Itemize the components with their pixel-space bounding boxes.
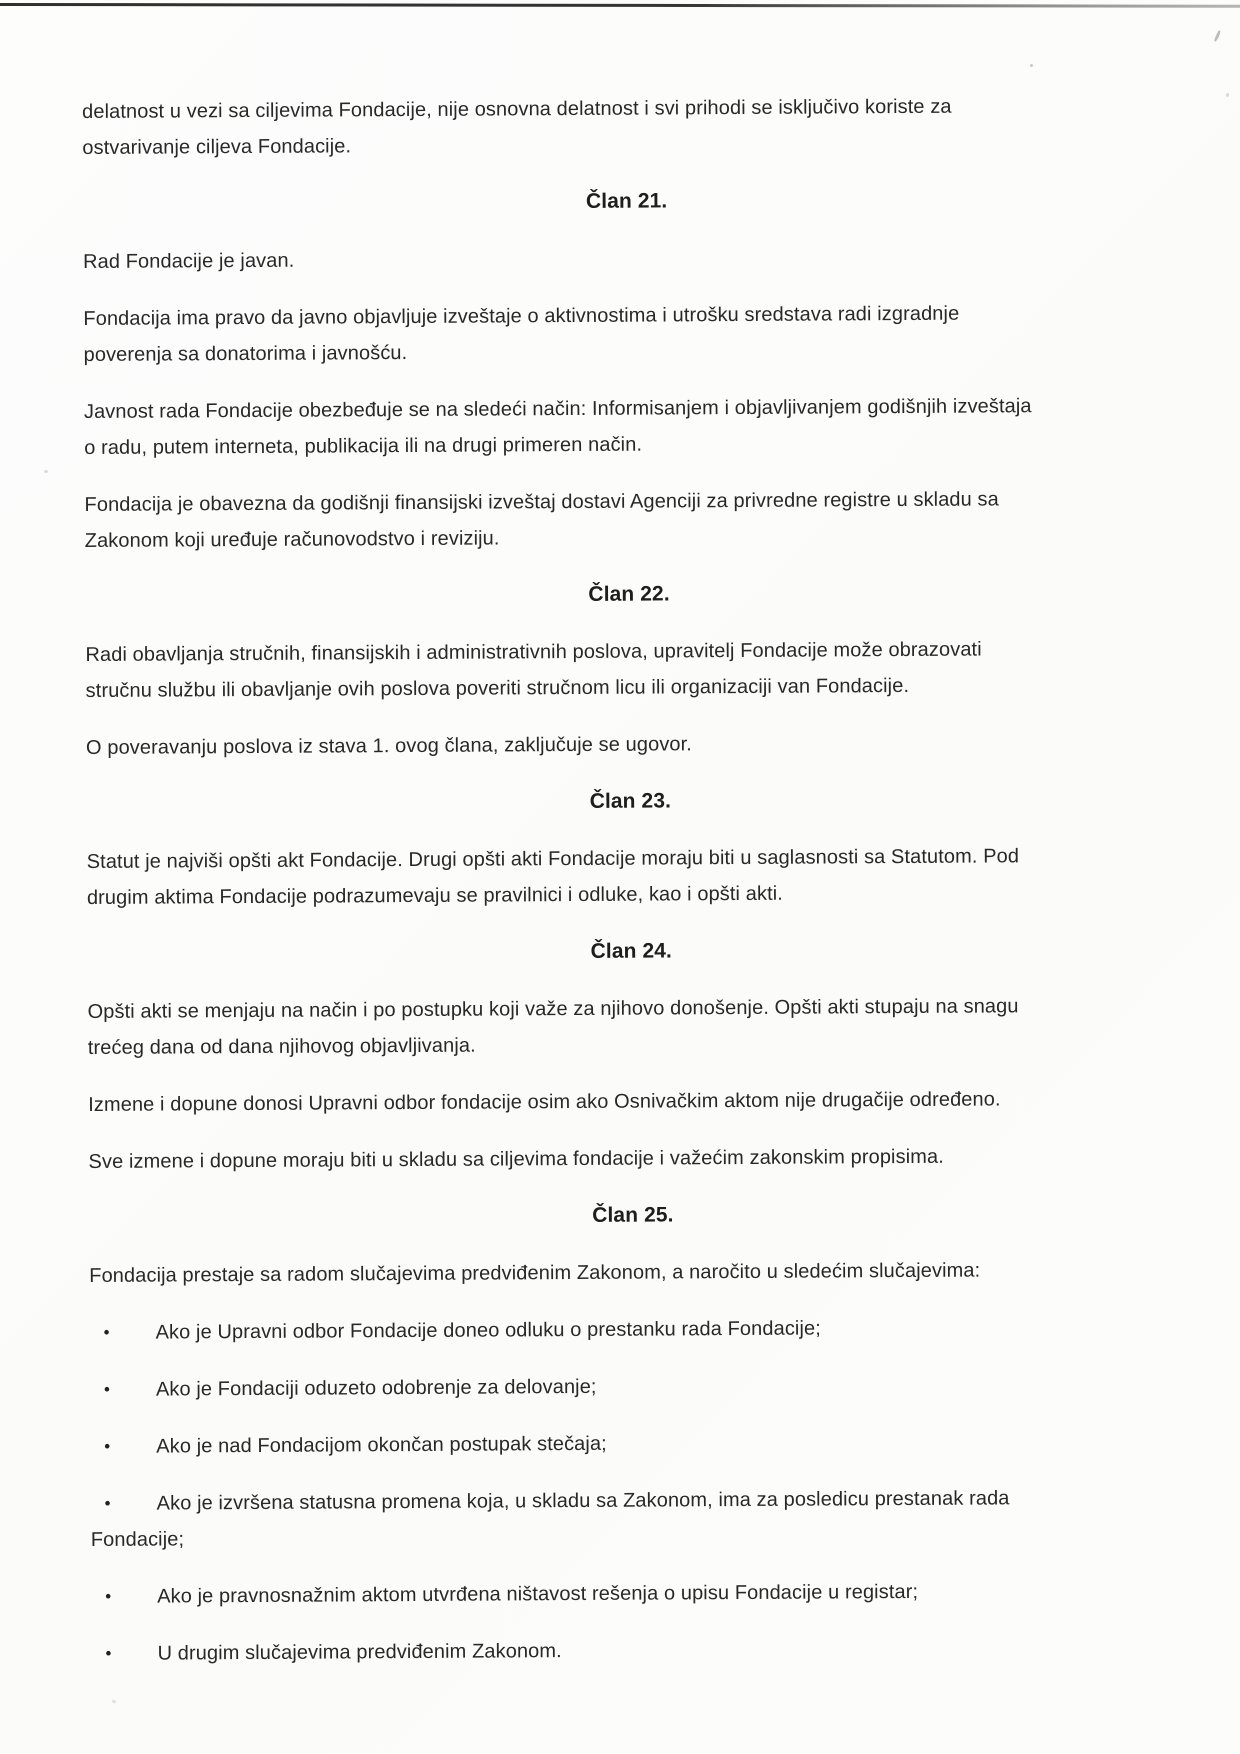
bullet-item bbox=[89, 1308, 1177, 1351]
scan-speck bbox=[1214, 30, 1222, 42]
bullet-text: Ako je nad Fondacijom okončan postupak stečaja; bbox=[156, 1432, 607, 1458]
article-21-heading: Član 21. bbox=[585, 189, 668, 213]
bullet-text: Ako je Upravni odbor Fondacije doneo odluku o prestanku rada Fondacije; bbox=[155, 1317, 821, 1344]
bullet-text: Ako je Fondaciji oduzeto odobrenje za delovanje; bbox=[155, 1375, 597, 1401]
paragraph: Izmene i dopune donosi Upravni odbor fondacije osim ako Osnivačkim aktom nije drugačije određeno. bbox=[88, 1088, 1001, 1116]
bullet-text: Ako je pravnosnažnim aktom utvrđena ništavost rešenja o upisu Fondacije u registar; bbox=[157, 1580, 919, 1608]
bullet-marker: • bbox=[103, 1379, 111, 1399]
bullet-marker: • bbox=[104, 1493, 111, 1513]
bullet-item bbox=[90, 1422, 1178, 1465]
bullet-item bbox=[91, 1629, 1179, 1672]
paragraph: Fondacija prestaje sa radom slučajevima predviđenim Zakonom, a naročito u sledećim slučajevima: bbox=[89, 1259, 981, 1287]
scan-speck bbox=[1226, 93, 1229, 97]
bullet-text: Ako je izvršena statusna promena koja, u skladu sa Zakonom, ima za posledicu prestanak rada Fondacije; bbox=[90, 1487, 1010, 1551]
bullet-item bbox=[90, 1365, 1178, 1408]
paragraph: Opšti akti se menjaju na način i po postupku koji važe za njihovo donošenje. Opšti akti stupaju na snagu trećeg dana od dana njihovog objavljivanja. bbox=[87, 995, 1019, 1059]
scan-speck bbox=[44, 470, 48, 473]
article-22-heading: Član 22. bbox=[588, 582, 670, 606]
paragraph: Radi obavljanja stručnih, finansijskih i administrativnih poslova, upravitelj Fondacije može obrazovati stručnu službu ili obavljanje ovih poslova poveriti stručnom licu ili organizaciji van Fondacije. bbox=[85, 638, 982, 702]
paragraph: Rad Fondacije je javan. bbox=[82, 249, 295, 273]
document-body bbox=[82, 87, 1180, 1693]
paragraph: Fondacija ima pravo da javno objavljuje izveštaje o aktivnostima i utrošku sredstava radi izgradnje poverenja sa donatorima i javnošću. bbox=[83, 302, 960, 366]
paragraph: Sve izmene i dopune moraju biti u skladu sa ciljevima fondacije i važećim zakonskim propisima. bbox=[88, 1145, 944, 1173]
article-25-heading: Član 25. bbox=[592, 1203, 674, 1227]
bullet-marker: • bbox=[105, 1643, 112, 1663]
scanner-edge-line bbox=[0, 3, 1240, 8]
paragraph: Fondacija je obavezna da godišnji finansijski izveštaj dostavi Agenciji za privredne registre u skladu sa Zakonom koji uređuje računovodstvo i reviziju. bbox=[84, 488, 999, 552]
bullet-marker: • bbox=[105, 1586, 112, 1606]
bullet-marker: • bbox=[104, 1436, 111, 1456]
article-23-heading: Član 23. bbox=[589, 789, 672, 813]
scan-speck bbox=[112, 1699, 117, 1704]
bullet-text: U drugim slučajevima predviđenim Zakonom. bbox=[157, 1640, 562, 1665]
paragraph: Javnost rada Fondacije obezbeđuje se na sledeći način: Informisanjem i objavljivanjem godišnjih izveštaja o radu, putem interneta, publikacija ili na drugi primeren način. bbox=[83, 395, 1032, 459]
paragraph: O poveravanju poslova iz stava 1. ovog člana, zaključuje se ugovor. bbox=[85, 733, 693, 759]
scan-speck bbox=[1030, 64, 1033, 67]
continued-paragraph: delatnost u vezi sa ciljevima Fondacije, nije osnovna delatnost i svi prihodi se isključivo koriste za ostvarivanje ciljeva Fondacije. bbox=[82, 95, 952, 159]
bullet-item bbox=[91, 1479, 1179, 1558]
paragraph: Statut je najviši opšti akt Fondacije. Drugi opšti akti Fondacije moraju biti u saglasnosti sa Statutom. Pod drugim aktima Fondacije podrazumevaju se pravilnici i odluke, kao i opšti akti. bbox=[86, 845, 1020, 909]
bullet-marker: • bbox=[103, 1322, 110, 1342]
bullet-item bbox=[91, 1572, 1179, 1615]
article-24-heading: Član 24. bbox=[590, 939, 672, 963]
